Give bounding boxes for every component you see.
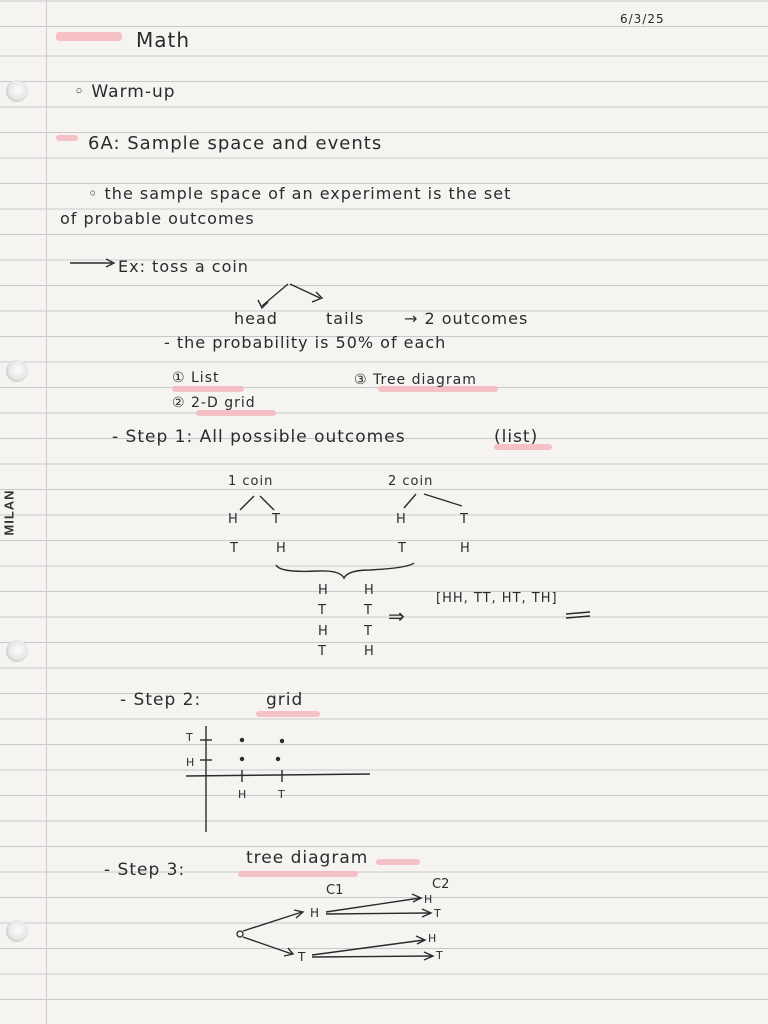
step2-highlight-word: grid: [266, 690, 304, 710]
grid-point: [240, 738, 244, 742]
step2-title: - Step 2:: [120, 690, 202, 710]
coin2-column-label: C2: [432, 877, 450, 892]
grid-point: [276, 757, 280, 761]
grid-x-label: T: [278, 788, 285, 801]
brace: [276, 563, 414, 578]
tree-node-c2: T: [434, 907, 441, 920]
grid-x-axis: [186, 774, 370, 776]
coin1-column-label: C1: [326, 883, 344, 898]
two-coin-branch: [404, 494, 416, 508]
coin1-outcome: T: [272, 512, 280, 527]
coin2-outcome: H: [396, 512, 406, 527]
pair-right: T: [364, 603, 372, 618]
coin-branch-left-head: [258, 300, 268, 308]
result-underline: [566, 616, 590, 618]
warmup-item: ◦ Warm-up: [74, 82, 176, 102]
coin1-outcome: T: [230, 541, 238, 556]
pair-left: H: [318, 624, 328, 639]
outcome-set: [HH, TT, HT, TH]: [436, 591, 558, 606]
pair-right: H: [364, 583, 374, 598]
pair-left: H: [318, 583, 328, 598]
coin2-outcome: H: [460, 541, 470, 556]
step3-highlight-word: tree diagram: [246, 848, 369, 868]
coin1-outcome: H: [228, 512, 238, 527]
coin-branch-right: [290, 284, 320, 298]
definition-line-1: ◦ the sample space of an experiment is the set: [88, 184, 512, 203]
section-heading: 6A: Sample space and events: [88, 133, 383, 154]
brand-label: MILAN: [1, 489, 17, 536]
coin1-outcome: H: [276, 541, 286, 556]
example-line: Ex: toss a coin: [118, 257, 249, 276]
step1-title: - Step 1: All possible outcomes: [112, 427, 406, 447]
coin2-outcome: T: [460, 512, 468, 527]
tails-label: tails: [326, 309, 365, 328]
method-grid: ② 2-D grid: [172, 395, 256, 411]
grid-y-label: T: [186, 731, 193, 744]
tree-node-c1: T: [298, 950, 306, 964]
head-label: head: [234, 309, 278, 328]
grid-point: [240, 757, 244, 761]
grid-point: [280, 739, 284, 743]
tree-node-c1: H: [310, 906, 320, 920]
page-title: Math: [136, 28, 191, 52]
tree-branch: [243, 937, 292, 954]
tree-root: [237, 931, 243, 937]
method-list: ① List: [172, 370, 220, 386]
tree-branch: [326, 898, 420, 912]
tree-branch: [243, 912, 302, 931]
outcomes-count: → 2 outcomes: [404, 309, 529, 328]
method-tree: ③ Tree diagram: [354, 372, 477, 388]
step3-title: - Step 3:: [104, 860, 186, 880]
grid-y-label: H: [186, 756, 195, 769]
implies-arrow: ⇒: [388, 604, 406, 628]
tree-node-c2: H: [424, 893, 433, 906]
two-coin-label: 2 coin: [388, 474, 434, 489]
coin2-outcome: T: [398, 541, 406, 556]
pair-right: T: [364, 624, 372, 639]
pair-left: T: [318, 603, 326, 618]
grid-x-label: H: [238, 788, 247, 801]
tree-branch: [326, 913, 430, 914]
pair-left: T: [318, 644, 326, 659]
one-coin-label: 1 coin: [228, 474, 274, 489]
probability-line: - the probability is 50% of each: [164, 333, 447, 352]
coin-branch-left: [262, 284, 288, 306]
one-coin-branch: [240, 496, 254, 510]
tree-branch: [312, 956, 432, 957]
step1-highlight-word: (list): [494, 427, 539, 447]
result-underline: [566, 612, 590, 614]
tree-node-c2: T: [436, 949, 443, 962]
tree-branch: [312, 940, 424, 955]
pair-right: H: [364, 644, 374, 659]
definition-line-2: of probable outcomes: [60, 209, 255, 228]
two-coin-branch: [424, 494, 462, 506]
one-coin-branch: [260, 496, 274, 510]
tree-node-c2: H: [428, 932, 437, 945]
page-date: 6/3/25: [620, 12, 665, 26]
